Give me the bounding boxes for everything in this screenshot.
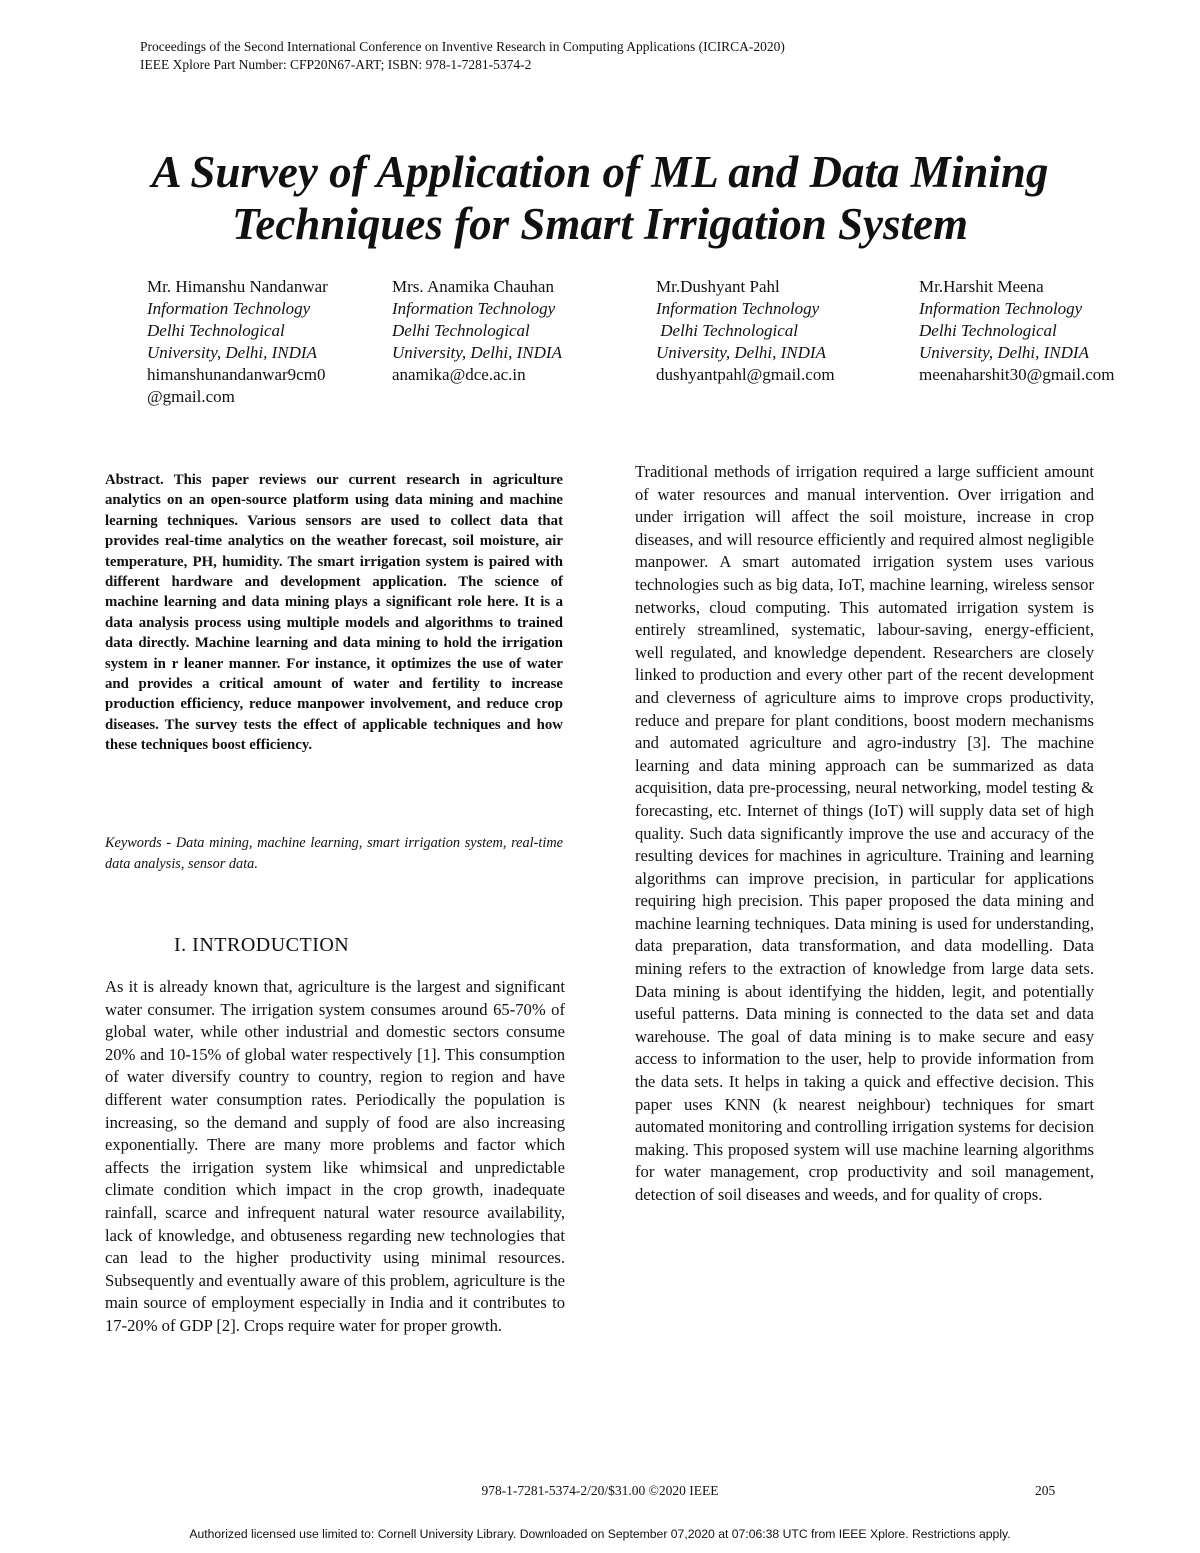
author-department: Information Technology <box>392 299 556 318</box>
title-line-1: A Survey of Application of ML and Data Mining <box>151 147 1049 197</box>
author-institution: Delhi Technological <box>919 321 1057 340</box>
author-block <box>147 276 377 408</box>
conference-header <box>140 38 785 74</box>
author-email: himanshunandanwar9cm0 <box>147 365 326 384</box>
page-number: 205 <box>1035 1483 1056 1498</box>
author-location: University, Delhi, INDIA <box>656 343 826 362</box>
license-notice: Authorized licensed use limited to: Cornell University Library. Downloaded on September 07,2020 at 07:06:38 UTC from IEEE Xplore. Restrictions apply. <box>189 1527 1011 1541</box>
author-name: Mrs. Anamika Chauhan <box>392 277 554 296</box>
author-block <box>656 276 906 386</box>
author-location: University, Delhi, INDIA <box>919 343 1089 362</box>
section-heading-introduction: I. INTRODUCTION <box>174 934 350 956</box>
header-isbn: IEEE Xplore Part Number: CFP20N67-ART; ISBN: 978-1-7281-5374-2 <box>140 57 532 72</box>
author-name: Mr.Harshit Meena <box>919 277 1044 296</box>
author-block <box>919 276 1189 386</box>
right-column-paragraph: Traditional methods of irrigation required a large sufficient amount of water resources and manual intervention. Over irrigation and under irrigation will affect the soil moisture, increase in crop diseases, and will resource efficiently and required almost negligible manpower. A smart automated irrigation system uses various technologies such as big data, IoT, machine learning, wireless sensor networks, cloud computing. This automated irrigation system is entirely streamlined, systematic, labour-saving, energy-efficient, well regulated, and knowledge dependent. Researchers are closely linked to production and every other part of the recent development and cleverness of agriculture aims to improve crops productivity, reduce and prepare for plant conditions, boost modern mechanisms and automated agriculture and agro-industry [3]. The machine learning and data mining approach can be summarized as data acquisition, data pre-processing, neural networking, model testing & forecasting, etc. Internet of things (IoT) will supply data set of high quality. Such data significantly improve the use and accuracy of the resulting devices for machines in agriculture. Training and learning algorithms can improve precision, in particular for applications requiring high precision. This paper proposed the data mining and machine learning techniques. Data mining is used for understanding, data preparation, data transformation, and data modelling. Data mining refers to the extraction of knowledge from large data sets. Data mining is about identifying the hidden, legit, and potentially useful patterns. Data mining is connected to the data set and data warehouse. The goal of data mining is to make secure and easy access to information to the user, help to provide information from the data sets. It helps in taking a quick and effective decision. This paper uses KNN (k nearest neighbour) techniques for smart automated monitoring and controlling irrigation systems for decision making. This proposed system will use machine learning algorithms for water management, crop productivity and soil management, detection of soil diseases and weeds, and for quality of crops. <box>635 462 1094 1204</box>
abstract-paragraph: Abstract. This paper reviews our current research in agriculture analytics on an open-source platform using data mining and machine learning techniques. Various sensors are used to collect data that provides real-time analytics on the weather forecast, soil moisture, air temperature, PH, humidity. The smart irrigation system is paired with different hardware and development application. The science of machine learning and data mining plays a significant role here. It is a data analysis process using multiple models and algorithms to trained data directly. Machine learning and data mining to hold the irrigation system in r leaner manner. For instance, it optimizes the use of water and provides a critical amount of water and fertility to increase production efficiency, reduce manpower involvement, and reduce crop diseases. The survey tests the effect of applicable techniques and how these techniques boost efficiency. <box>105 472 563 754</box>
author-email: meenaharshit30@gmail.com <box>919 365 1115 384</box>
author-department: Information Technology <box>656 299 820 318</box>
title-line-2: Techniques for Smart Irrigation System <box>232 199 968 249</box>
author-institution: Delhi Technological <box>392 321 530 340</box>
author-email: anamika@dce.ac.in <box>392 365 526 384</box>
paper-title <box>0 146 1200 250</box>
author-institution: Delhi Technological <box>147 321 285 340</box>
author-block <box>392 276 642 386</box>
author-email-cont: @gmail.com <box>147 387 235 406</box>
introduction-paragraph: As it is already known that, agriculture is the largest and significant water consumer. The irrigation system consumes around 65-70% of global water, while other industrial and domestic sectors consume 20% and 10-15% of global water respectively [1]. This consumption of water diversify country to country, region to region and have different water consumption rates. Periodically the population is increasing, so the demand and supply of food are also increasing exponentially. There are many more problems and factor which affects the irrigation system like whimsical and unpredictable climate condition which impact in the crop growth, inadequate rainfall, scarce and infrequent natural water resource availability, lack of knowledge, and obtuseness regarding new technologies that can lead to the higher productivity using minimal resources. Subsequently and eventually aware of this problem, agriculture is the main source of employment especially in India and it contributes to 17-20% of GDP [2]. Crops require water for proper growth. <box>105 977 565 1335</box>
author-department: Information Technology <box>147 299 311 318</box>
author-name: Mr. Himanshu Nandanwar <box>147 277 328 296</box>
author-name: Mr.Dushyant Pahl <box>656 277 780 296</box>
header-proceedings: Proceedings of the Second International Conference on Inventive Research in Computing Applications (ICIRCA-2020) <box>140 39 785 54</box>
author-department: Information Technology <box>919 299 1083 318</box>
author-institution: Delhi Technological <box>656 321 798 340</box>
footer-copyright: 978-1-7281-5374-2/20/$31.00 ©2020 IEEE <box>481 1483 719 1498</box>
author-location: University, Delhi, INDIA <box>147 343 317 362</box>
author-location: University, Delhi, INDIA <box>392 343 562 362</box>
keywords-paragraph: Keywords - Data mining, machine learning, smart irrigation system, real-time data analysis, sensor data. <box>105 835 563 872</box>
author-email: dushyantpahl@gmail.com <box>656 365 835 384</box>
